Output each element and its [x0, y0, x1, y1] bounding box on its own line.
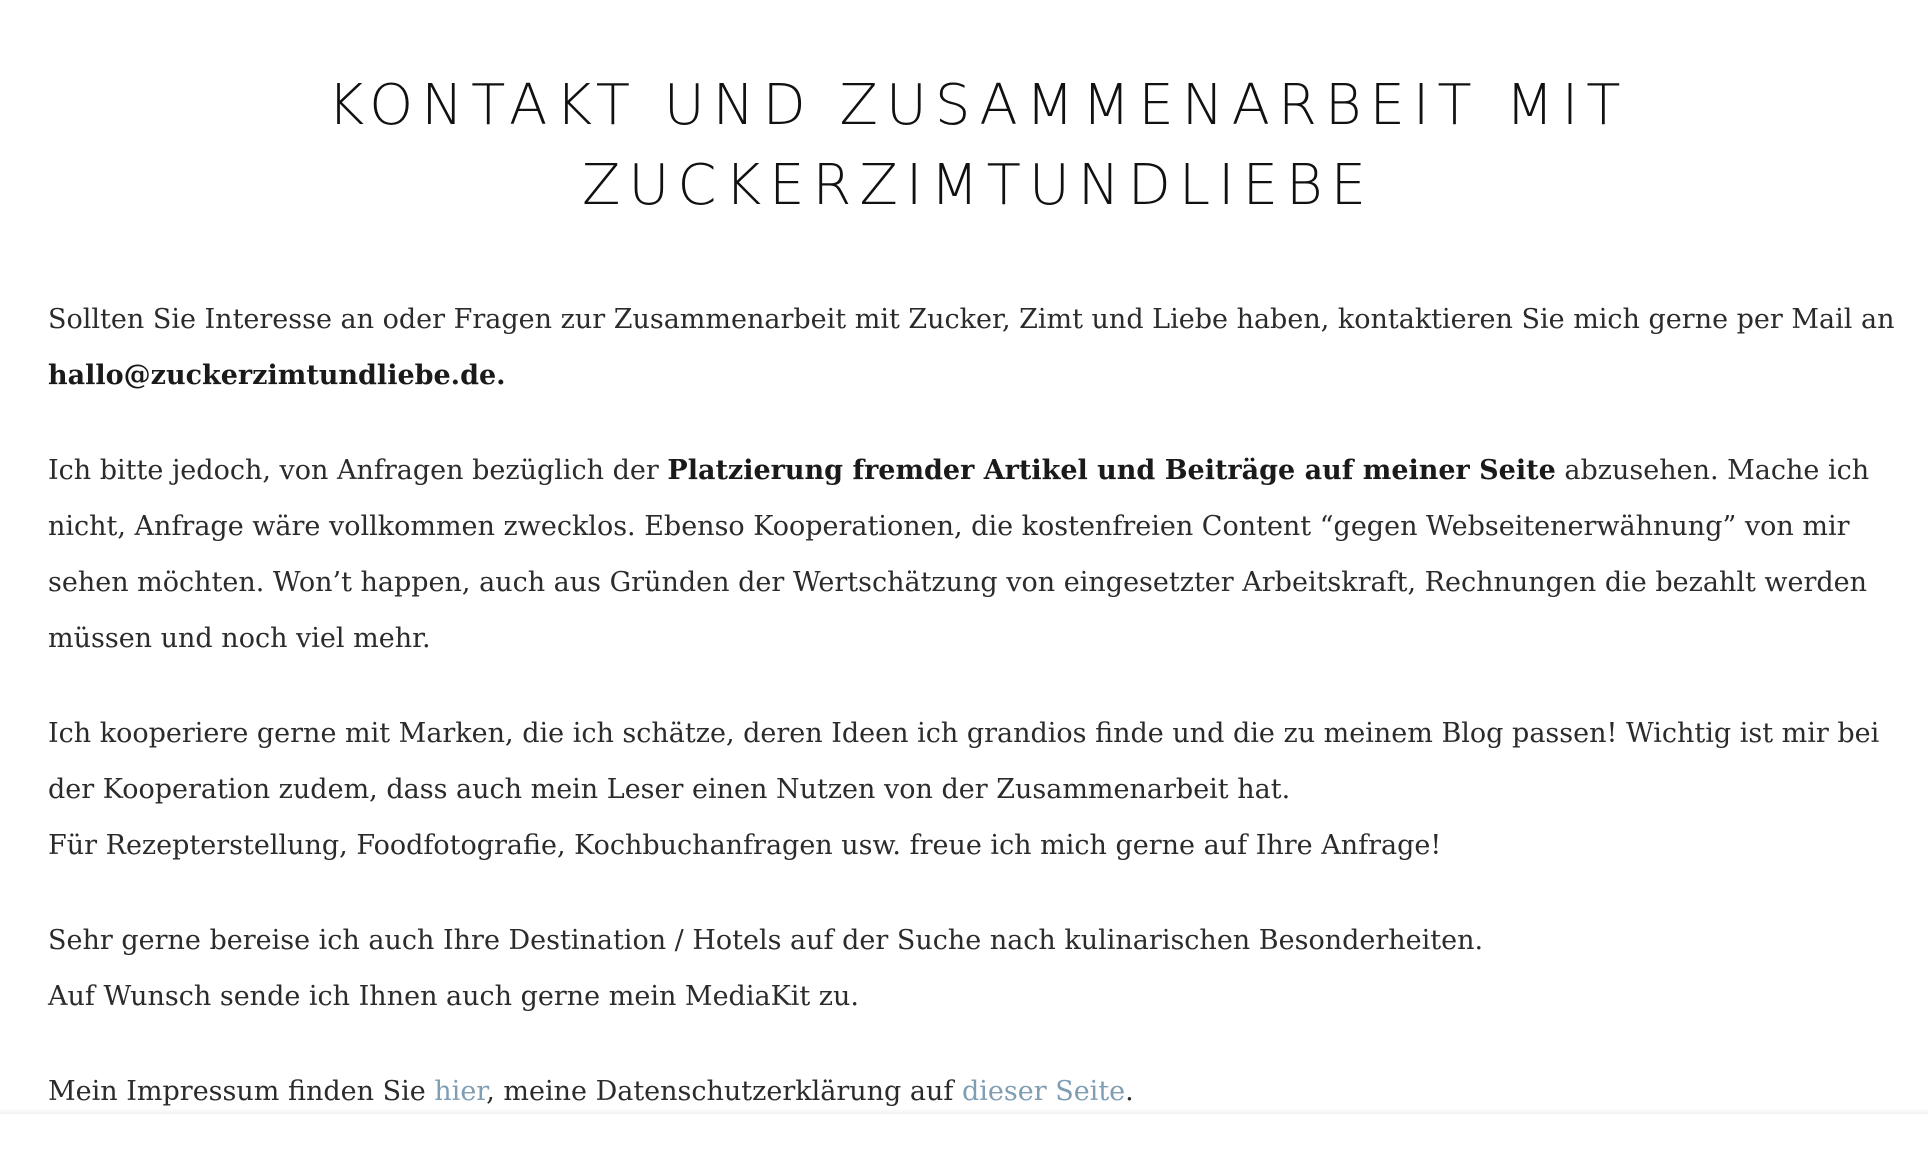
legal-text-end: . [1125, 1076, 1134, 1107]
restrictions-text-after: abzusehen. Mache ich nicht, Anfrage wäre vollkommen zwecklos. Ebenso Kooperationen, die kostenfreien Content “gegen Webseitenerwähnung” von mir sehen möchten. Won’t happen, auch aus Gründen der Wertschätzung von eingesetzter Arbeitskraft, Rechnungen die bezahlt werden müssen und noch viel mehr. [48, 455, 1870, 654]
restrictions-bold: Platzierung fremder Artikel und Beiträge auf meiner Seite [667, 455, 1556, 486]
contact-email: hallo@zuckerzimtundliebe.de. [48, 360, 506, 391]
privacy-policy-link[interactable]: dieser Seite [961, 1076, 1126, 1107]
paragraph-cooperation [48, 706, 1908, 874]
legal-text-before: Mein Impressum finden Sie [48, 1076, 426, 1107]
page-container [48, 0, 1908, 1159]
legal-text-middle: , meine Datenschutzerklärung auf [486, 1076, 954, 1107]
cooperation-text-2: Für Rezepterstellung, Foodfotografie, Kochbuchanfragen usw. freue ich mich gerne auf Ihre Anfrage! [48, 830, 1442, 861]
cooperation-text-1: Ich kooperiere gerne mit Marken, die ich schätze, deren Ideen ich grandios finde und die zu meinem Blog passen! Wichtig ist mir bei der Kooperation zudem, dass auch mein Leser einen Nutzen von der Zusammenarbeit hat. [48, 718, 1880, 805]
page-title [48, 66, 1908, 226]
paragraph-restrictions [48, 443, 1908, 667]
travel-text-2: Auf Wunsch sende ich Ihnen auch gerne mein MediaKit zu. [48, 981, 860, 1012]
bottom-edge-shadow [0, 1108, 1928, 1114]
restrictions-text-before: Ich bitte jedoch, von Anfragen bezüglich der [48, 455, 659, 486]
page-title-line-2: ZUCKERZIMTUNDLIEBE [581, 153, 1375, 218]
impressum-link[interactable]: hier [434, 1076, 487, 1107]
paragraph-travel [48, 913, 1908, 1025]
travel-text-1: Sehr gerne bereise ich auch Ihre Destination / Hotels auf der Suche nach kulinarischen Besonderheiten. [48, 925, 1484, 956]
paragraph-contact [48, 292, 1908, 404]
page-content [48, 292, 1908, 1120]
page-title-line-1: KONTAKT UND ZUSAMMENARBEIT MIT [327, 73, 1629, 138]
contact-text: Sollten Sie Interesse an oder Fragen zur Zusammenarbeit mit Zucker, Zimt und Liebe haben, kontaktieren Sie mich gerne per Mail an [48, 304, 1895, 335]
